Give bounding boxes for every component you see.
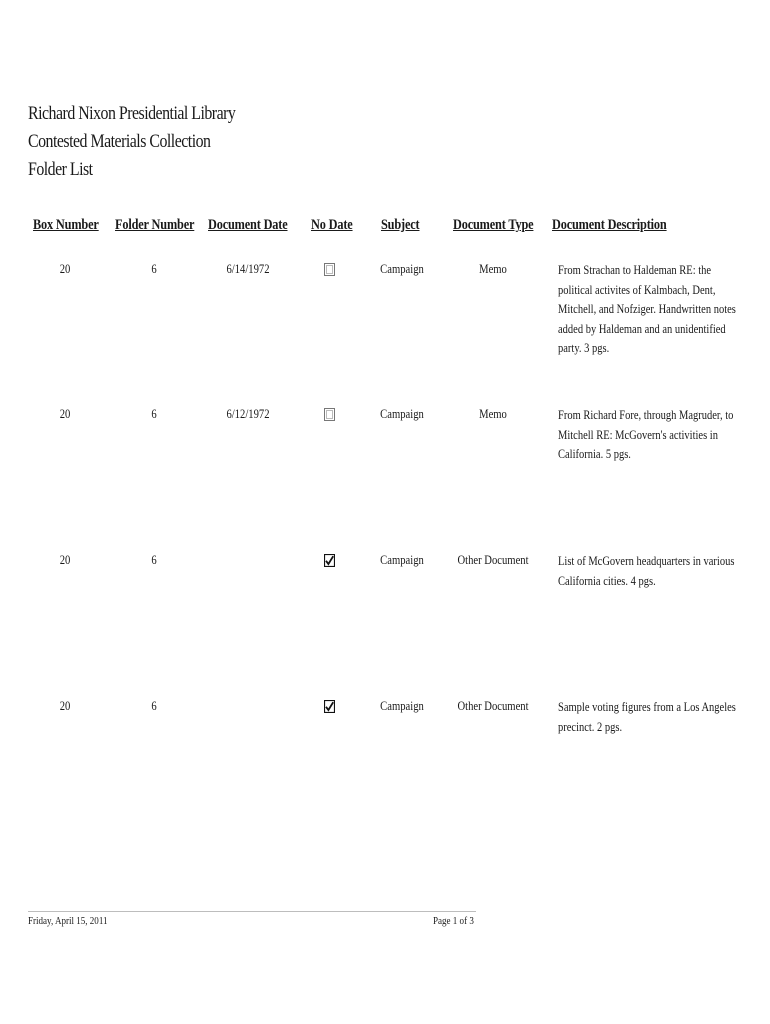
subject-cell: Campaign bbox=[380, 699, 424, 713]
box-number-cell: 20 bbox=[59, 699, 71, 713]
header-subject: Subject bbox=[381, 217, 420, 233]
box-number-cell: 20 bbox=[59, 407, 71, 421]
header-box-number: Box Number bbox=[33, 217, 99, 233]
folder-number-cell: 6 bbox=[151, 407, 157, 421]
document-type-cell: Other Document bbox=[457, 699, 529, 713]
list-name: Folder List bbox=[28, 160, 93, 180]
folder-number-cell: 6 bbox=[151, 699, 157, 713]
checked-box-icon bbox=[324, 554, 335, 567]
document-type-cell: Memo bbox=[479, 407, 507, 421]
document-type-cell: Other Document bbox=[457, 553, 529, 567]
document-title bbox=[28, 100, 235, 184]
header-document-date: Document Date bbox=[208, 217, 288, 233]
document-description-cell: List of McGovern headquarters in various California cities. 4 pgs. bbox=[558, 554, 735, 588]
footer-divider bbox=[28, 911, 476, 912]
empty-box-icon bbox=[324, 408, 335, 421]
checked-box-icon bbox=[324, 700, 335, 713]
page-number: Page 1 of 3 bbox=[433, 915, 474, 927]
no-date-checkbox[interactable] bbox=[324, 408, 335, 421]
folder-number-cell: 6 bbox=[151, 553, 157, 567]
folder-number-cell: 6 bbox=[151, 262, 157, 276]
document-description-cell: Sample voting figures from a Los Angeles precinct. 2 pgs. bbox=[558, 700, 736, 734]
header-no-date: No Date bbox=[311, 217, 353, 233]
header-folder-number: Folder Number bbox=[115, 217, 195, 233]
document-description-cell: From Strachan to Haldeman RE: the political activites of Kalmbach, Dent, Mitchell, and Nofziger. Handwritten notes added by Haldeman and an unidentified party. 3 pgs. bbox=[558, 263, 736, 355]
no-date-checkbox[interactable] bbox=[324, 554, 335, 567]
document-description-cell: From Richard Fore, through Magruder, to Mitchell RE: McGovern's activities in California. 5 pgs. bbox=[558, 408, 734, 461]
no-date-checkbox[interactable] bbox=[324, 700, 335, 713]
no-date-checkbox[interactable] bbox=[324, 263, 335, 276]
document-date-cell: 6/14/1972 bbox=[226, 262, 270, 276]
empty-box-icon bbox=[324, 263, 335, 276]
collection-name: Contested Materials Collection bbox=[28, 132, 211, 152]
subject-cell: Campaign bbox=[380, 407, 424, 421]
box-number-cell: 20 bbox=[59, 553, 71, 567]
subject-cell: Campaign bbox=[380, 262, 424, 276]
box-number-cell: 20 bbox=[59, 262, 71, 276]
table-header bbox=[0, 217, 770, 241]
footer-date: Friday, April 15, 2011 bbox=[28, 915, 108, 927]
subject-cell: Campaign bbox=[380, 553, 424, 567]
header-document-description: Document Description bbox=[552, 217, 667, 233]
header-document-type: Document Type bbox=[453, 217, 534, 233]
library-name: Richard Nixon Presidential Library bbox=[28, 104, 236, 124]
document-date-cell: 6/12/1972 bbox=[226, 407, 270, 421]
document-type-cell: Memo bbox=[479, 262, 507, 276]
